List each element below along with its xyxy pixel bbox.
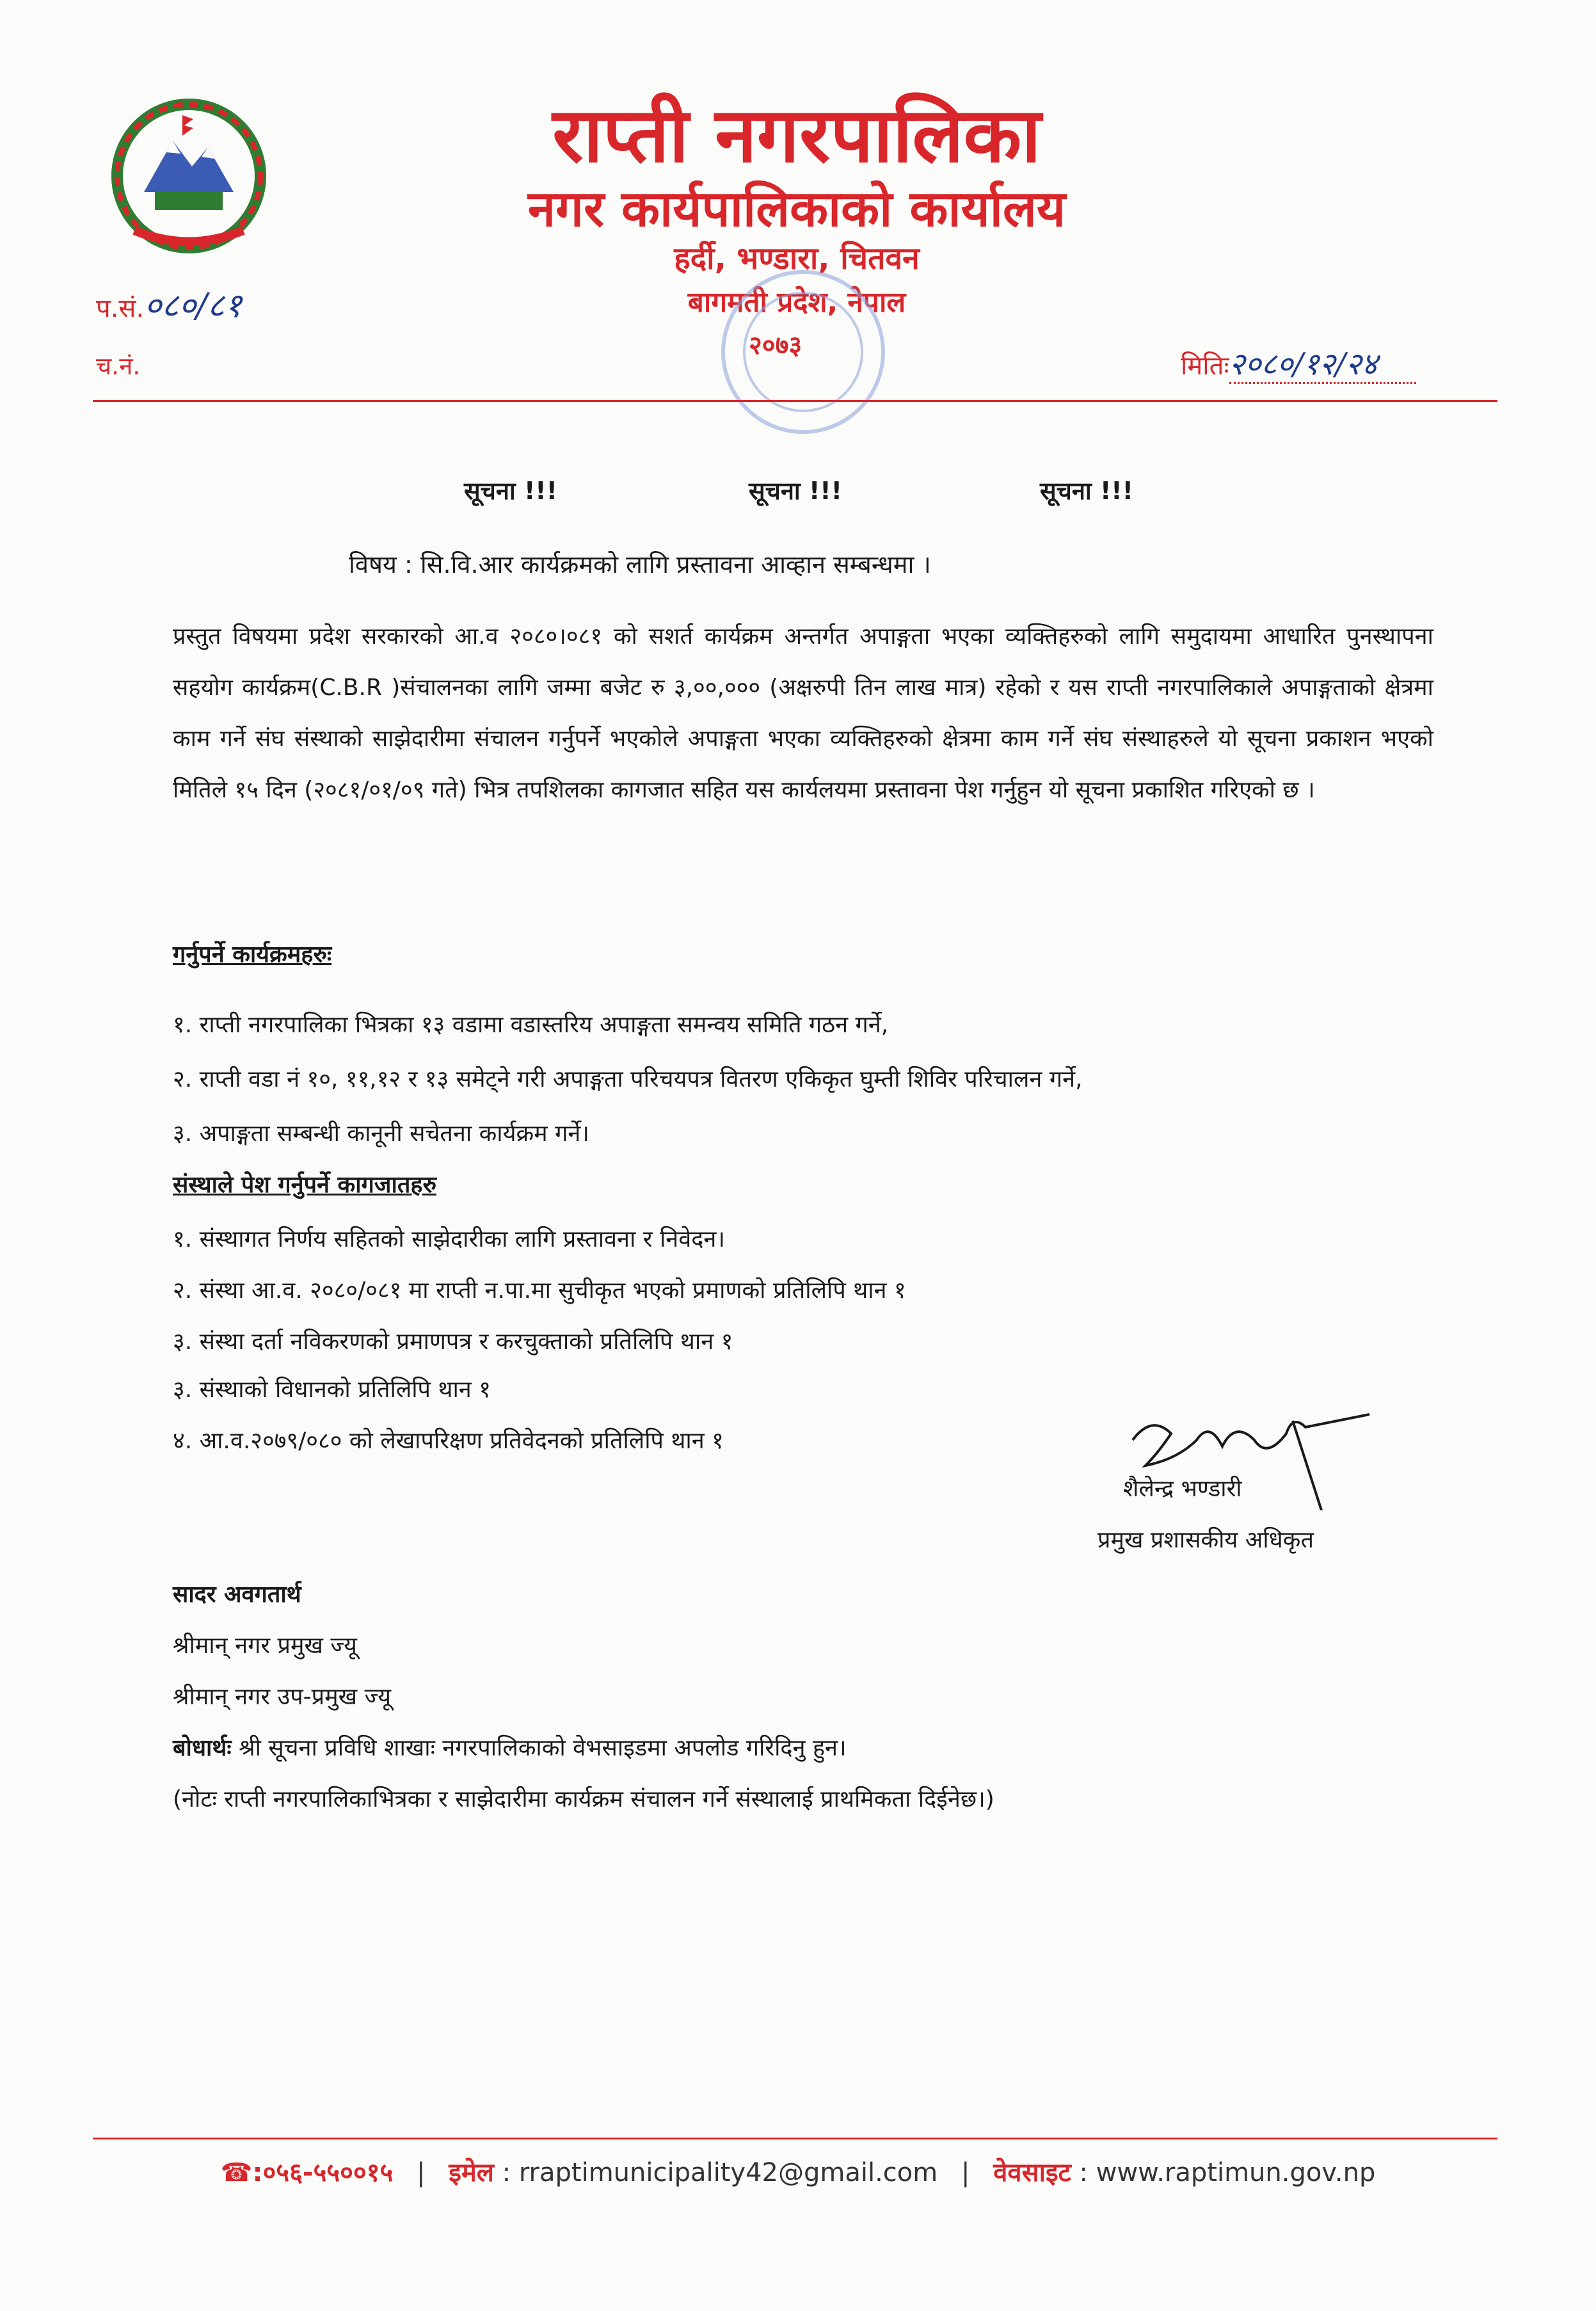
ref-value: ०८०/८१ xyxy=(144,287,242,325)
org-name: राप्ती नगरपालिका xyxy=(552,91,1041,179)
notice-label-2: सूचना !!! xyxy=(749,477,842,505)
signatory-name: शैलेन्द्र भण्डारी xyxy=(1123,1476,1242,1502)
cc-info-label: बोधार्थः xyxy=(173,1735,232,1761)
office-province: बागमती प्रदेश, नेपाल xyxy=(687,286,906,319)
date-label: मितिः xyxy=(1181,351,1229,381)
email-label: इमेल xyxy=(449,2158,494,2187)
date-value: २०८०/१२/२४ xyxy=(1229,346,1416,384)
notice-label-3: सूचना !!! xyxy=(1040,477,1133,505)
footer-separator: | xyxy=(961,2158,970,2187)
date-field xyxy=(1181,342,1416,384)
office-name: नगर कार्यपालिकाको कार्यालय xyxy=(527,180,1066,238)
header-divider xyxy=(93,400,1497,402)
cc-note: (नोटः राप्ती नगरपालिकाभित्रका र साझेदारीमा कार्यक्रम संचालन गर्ने संस्थालाई प्राथमिकता दिईनेछ।) xyxy=(173,1786,994,1812)
cn-label: च.नं. xyxy=(96,352,141,380)
nepal-emblem-icon xyxy=(96,96,282,262)
ref-label: प.सं. xyxy=(96,294,145,323)
program-item: १. राप्ती नगरपालिका भित्रका १३ वडामा वडास्तरिय अपाङ्गता समन्वय समिति गठन गर्ने, xyxy=(173,1012,889,1038)
body-paragraph: प्रस्तुत विषयमा प्रदेश सरकारको आ.व २०८०।०८१ को सशर्त कार्यक्रम अन्तर्गत अपाङ्गता भएका व्यक्तिहरुको लागि समुदायमा आधारित पुनस्थापना सहयोग कार्यक्रम(C.B.R )संचालनका लागि जम्मा बजेट रु ३,००,००० (अक्षरुपी तिन लाख मात्र) रहेको र यस राप्ती नगरपालिकाले अपाङ्गताको क्षेत्रमा काम गर्ने संघ संस्थाको साझेदारीमा संचालन गर्नुपर्ने भएकोले अपाङ्गता भएका व्यक्तिहरुको क्षेत्रमा काम गर्ने संघ संस्थाहरुले यो सूचना प्रकाशन भएको मितिले १५ दिन (२०८१/०१/०९ गते) भित्र तपशिलका कागजात सहित यस कार्यलयमा प्रस्तावना पेश गर्नुहुन यो सूचना प्रकाशित गरिएको छ । xyxy=(173,623,1433,803)
footer-contact xyxy=(0,2154,1596,2189)
cc-recipient: श्रीमान् नगर प्रमुख ज्यू xyxy=(173,1633,357,1659)
footer-website-link[interactable]: : www.raptimun.gov.np xyxy=(1079,2158,1376,2187)
established-year: २०७३ xyxy=(749,331,802,360)
cc-heading: सादर अवगतार्थ xyxy=(173,1581,301,1608)
program-item: ३. अपाङ्गता सम्बन्धी कानूनी सचेतना कार्यक्रम गर्ने। xyxy=(173,1121,589,1147)
program-item: २. राप्ती वडा नं १०, ११,१२ र १३ समेट्ने गरी अपाङ्गता परिचयपत्र वितरण एकिकृत घुम्ती शिविर परिचालन गर्ने, xyxy=(173,1066,1083,1092)
subject-line: विषय : सि.वि.आर कार्यक्रमको लागि प्रस्तावना आव्हान सम्बन्धमा । xyxy=(349,550,931,579)
footer-phone: :०५६-५५००१५ xyxy=(252,2158,394,2187)
document-item: ३. संस्थाको विधानको प्रतिलिपि थान १ xyxy=(173,1377,491,1403)
footer-email-link[interactable]: : rraptimunicipality42@gmail.com xyxy=(502,2158,938,2187)
reference-number xyxy=(96,282,242,327)
notice-label-1: सूचना !!! xyxy=(464,477,557,505)
office-stamp xyxy=(710,262,896,442)
office-address: हर्दी, भण्डारा, चितवन xyxy=(674,241,920,276)
website-label: वेवसाइट xyxy=(993,2158,1071,2187)
document-item: ४. आ.व.२०७९/०८० को लेखापरिक्षण प्रतिवेदनको प्रतिलिपि थान १ xyxy=(173,1428,724,1454)
cc-info-text: श्री सूचना प्रविधि शाखाः नगरपालिकाको वेभसाइडमा अपलोड गरिदिनु हुन। xyxy=(239,1735,847,1761)
documents-heading: संस्थाले पेश गर्नुपर्ने कागजातहरु xyxy=(173,1172,436,1198)
footer-separator: | xyxy=(417,2158,426,2187)
document-item: १. संस्थागत निर्णय सहितको साझेदारीका लागि प्रस्तावना र निवेदन। xyxy=(173,1226,726,1252)
document-item: २. संस्था आ.व. २०८०/०८१ मा राप्ती न.पा.मा सुचीकृत भएको प्रमाणको प्रतिलिपि थान १ xyxy=(173,1277,906,1304)
footer-divider xyxy=(93,2138,1497,2139)
signatory-title: प्रमुख प्रशासकीय अधिकृत xyxy=(1097,1527,1314,1553)
programs-heading: गर्नुपर्ने कार्यक्रमहरुः xyxy=(173,941,332,968)
document-item: ३. संस्था दर्ता नविकरणको प्रमाणपत्र र करचुक्ताको प्रतिलिपि थान १ xyxy=(173,1329,733,1355)
phone-icon: ☎ xyxy=(220,2158,253,2187)
cc-info-line xyxy=(173,1731,847,1763)
cc-recipient: श्रीमान् नगर उप-प्रमुख ज्यू xyxy=(173,1684,392,1710)
